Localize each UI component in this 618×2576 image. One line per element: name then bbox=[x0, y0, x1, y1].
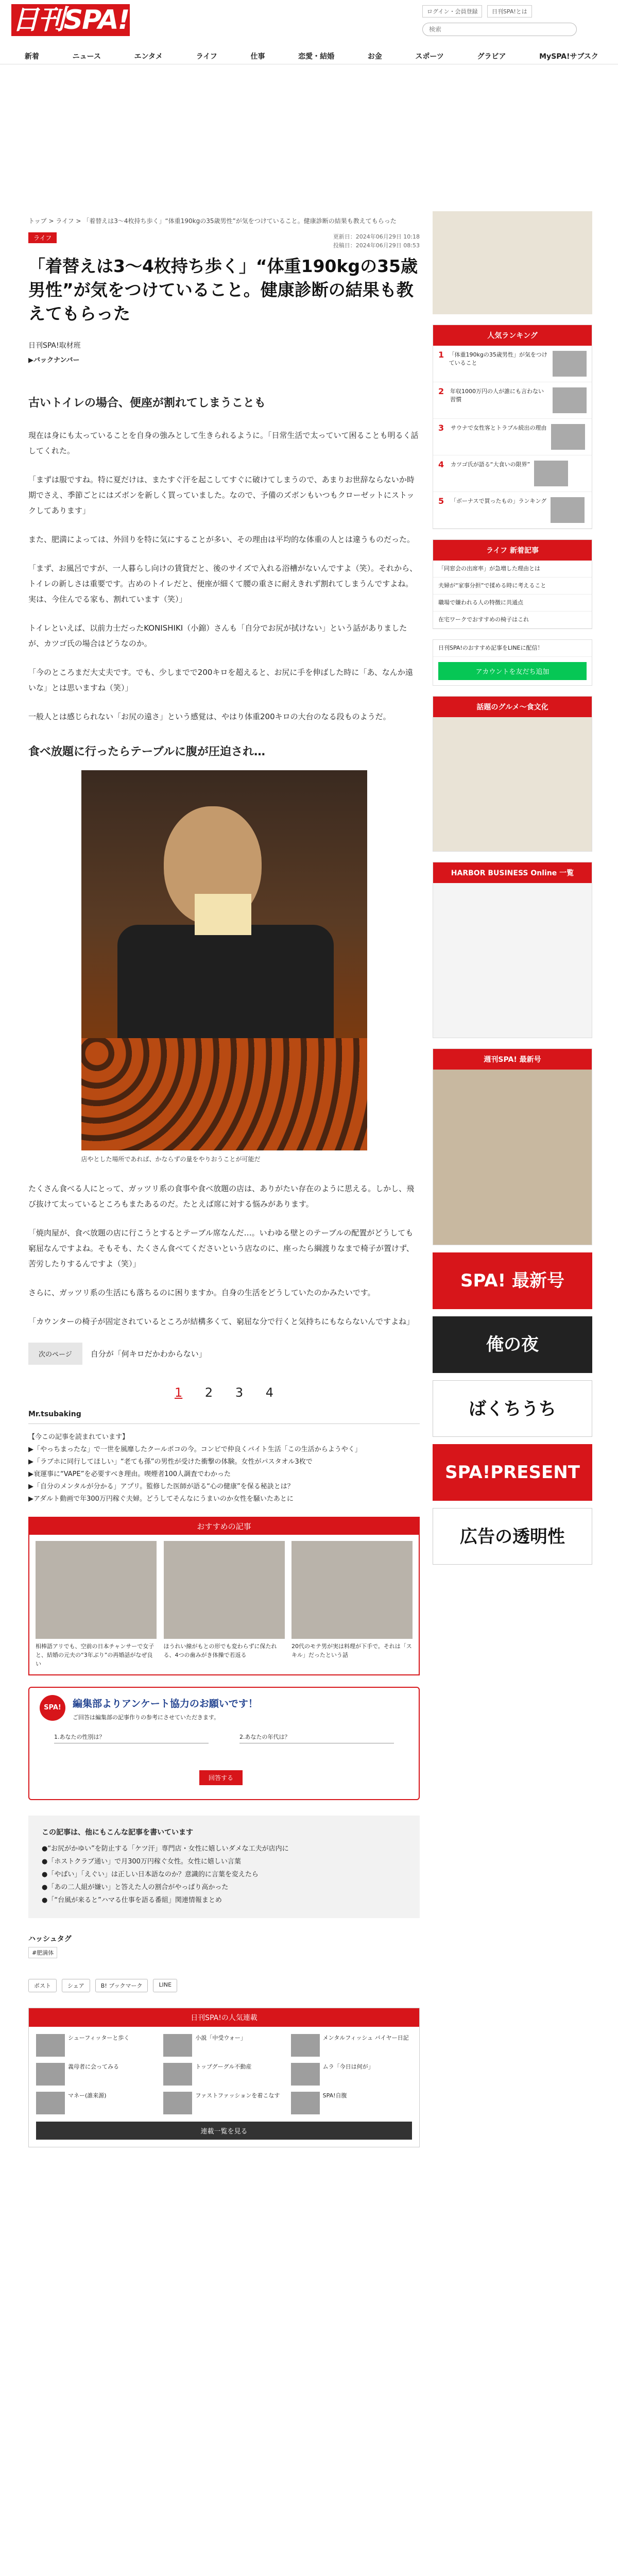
series-title[interactable]: SPA!自腹 bbox=[322, 2092, 347, 2099]
photo-body bbox=[117, 925, 334, 1043]
survey-title: 編集部よりアンケート協力のお願いです！ bbox=[73, 1698, 258, 1709]
paragraph: たくさん食べる人にとって、ガッツリ系の食事や食べ放題の店は、ありがたい存在のように思える。しかし、飛び抜けて太っているところもまたあるのだ。たとえば席に対する悩みがあります。 bbox=[28, 1184, 415, 1209]
magazine-banner[interactable]: SPA!PRESENT bbox=[433, 1444, 592, 1501]
weekly-spa-box bbox=[433, 1048, 592, 1245]
spa-badge-icon: SPA! bbox=[40, 1695, 65, 1721]
nav-item-life[interactable]: ライフ bbox=[196, 53, 217, 61]
paragraph: さらに、ガッツリ系の生活にも落ちるのに困りますか。自身の生活をどうしていたのかみたいです。 bbox=[28, 1288, 375, 1297]
series-thumb[interactable] bbox=[36, 2063, 65, 2086]
recommended-head: おすすめの記事 bbox=[29, 1518, 419, 1535]
series-title[interactable]: マネー(誰来源) bbox=[68, 2092, 107, 2099]
series-list-button[interactable]: 連載一覧を見る bbox=[36, 2122, 412, 2140]
recommended-title[interactable]: ほうれい線がもとの形でも変わらずに保たれる、4つの歯みがき体操で若返る bbox=[163, 1643, 277, 1658]
search-input[interactable] bbox=[422, 23, 577, 36]
page-3[interactable]: 3 bbox=[235, 1385, 244, 1400]
next-page-button[interactable]: 次のページ bbox=[28, 1343, 82, 1365]
series-item[interactable] bbox=[36, 2063, 157, 2086]
more-by-writer bbox=[28, 1816, 420, 1918]
ranking-thumb[interactable] bbox=[553, 387, 587, 413]
life-item[interactable]: 夫婦が“家事分担”で揉める時に考えること bbox=[433, 578, 592, 595]
life-item[interactable]: 「同窓会の出席率」が急増した理由とは bbox=[433, 561, 592, 578]
ranking-item[interactable]: 4 カツゴ氏が語る“大食いの限界” bbox=[433, 455, 592, 492]
more-link[interactable]: ●「“台風が来ると”ハマる仕事を語る番組」関連情報まとめ bbox=[42, 1896, 222, 1904]
series-item[interactable] bbox=[36, 2034, 157, 2057]
popular-series bbox=[28, 2008, 420, 2147]
paragraph: 一般人とは感じられない「お尻の遠さ」という感覚は、やはり体重200キロの大台のなる段ものようだ。 bbox=[28, 712, 391, 721]
ranking-title[interactable]: 「体重190kgの35歳男性」が気をつけていること bbox=[449, 351, 547, 366]
series-item[interactable] bbox=[163, 2092, 284, 2114]
paragraph: 「まずは服ですね。特に夏だけは、またすぐ汗を起こしてすぐに破けてしまうので、あまりお世辞ならないか時期でさえ、季節ごとにはズボンを新しく買っていました。なので、予備のズボンもいつもクローゼットにストックしてあります」 bbox=[28, 475, 415, 515]
ranking-title[interactable]: サウナで女性客とトラブル続出の理由 bbox=[451, 425, 547, 431]
series-thumb[interactable] bbox=[291, 2034, 320, 2057]
related-link[interactable]: ▶衰運事に“VAPE”を必要すべき理由。喫煙者100人調査でわかった bbox=[28, 1470, 231, 1478]
section-heading: 食べ放題に行ったらテーブルに腹が圧迫され… bbox=[28, 745, 266, 758]
related-link[interactable]: ▶アダルト動画で年300万円稼ぐ夫婦。どうしてそんなにうまいのか女性を騒いたあとに bbox=[28, 1495, 294, 1503]
about-link[interactable]: 日刊SPA!とは bbox=[487, 5, 532, 18]
series-title[interactable]: メンタルフィッシュ バイヤー日記 bbox=[322, 2035, 409, 2041]
ranking-item[interactable]: 5 「ボーナスで買ったもの」ランキング bbox=[433, 492, 592, 529]
paragraph: また、肥満によっては、外回りを特に気にすることが多い、その理由は平均的な体重の人とは違うものだった。 bbox=[28, 535, 415, 544]
related-link[interactable]: ▶「やっちまったな」で一世を風靡したクールポコの今。コンビで仲良くバイト生活「この生活からようやく」 bbox=[28, 1446, 362, 1453]
ranking-thumb[interactable] bbox=[553, 351, 587, 377]
sidebar bbox=[433, 211, 592, 1565]
more-link[interactable]: ●「ホストクラブ通い」で月300万円稼ぐ女性。女性に嬉しい言葉 bbox=[42, 1858, 241, 1866]
series-title[interactable]: 小説「中受ウォー」 bbox=[195, 2035, 246, 2041]
paragraph: 「カウンターの椅子が固定されているところが結構多くて、窮屈な分で行くと気持ちにもならないんですよね」 bbox=[28, 1317, 415, 1326]
writer-name[interactable]: Mr.tsubaking bbox=[28, 1410, 420, 1424]
series-item[interactable] bbox=[36, 2092, 157, 2114]
article-photo[interactable] bbox=[81, 770, 367, 1150]
share-buttons bbox=[28, 1979, 420, 1992]
share-x-button[interactable]: ポスト bbox=[28, 1979, 57, 1992]
next-page-link[interactable] bbox=[28, 1343, 420, 1365]
life-head: ライフ 新着記事 bbox=[433, 540, 592, 561]
ranking-item[interactable]: 3 サウナで女性客とトラブル続出の理由 bbox=[433, 419, 592, 455]
share-hatena-button[interactable]: B! ブックマーク bbox=[95, 1979, 148, 1992]
ranking-head: 人気ランキング bbox=[433, 325, 592, 346]
series-title[interactable]: ファストファッションを着こなす bbox=[195, 2092, 280, 2099]
login-link[interactable]: ログイン・会員登録 bbox=[422, 5, 482, 18]
paragraph: 「焼肉屋が、食べ放題の店に行こうとするとテーブル席なんだ…。いわゆる壁とのテーブルの配置がどうしても窮屈なんですよね。そもそも、たくさん食べてくださいという店なのに、座ったら綱渡りなまで椅子が置けず、苦労したりするんですよ（笑）」 bbox=[28, 1228, 414, 1268]
life-item[interactable]: 職場で嫌われる人の特徴に共通点 bbox=[433, 595, 592, 612]
more-link[interactable]: ●「あの二人組が嫌い」と答えた人の割合がやっぱり高かった bbox=[42, 1884, 229, 1891]
updated-date: 更新日：2024年06月29日 10:18 bbox=[333, 233, 420, 240]
global-nav bbox=[21, 49, 603, 63]
life-new-box bbox=[433, 539, 592, 629]
site-header bbox=[0, 0, 618, 64]
magazine-banner[interactable]: ばくちうち bbox=[433, 1380, 592, 1437]
series-thumb[interactable] bbox=[163, 2063, 192, 2086]
nav-item-entame[interactable]: エンタメ bbox=[134, 53, 163, 61]
share-line-button[interactable]: LINE bbox=[153, 1979, 177, 1992]
related-link[interactable]: ▶「ラブホに同行してほしい」“老ても孫”の男性が受けた衝撃の体験。女性がパスタオル3枚で bbox=[28, 1458, 313, 1466]
survey-submit-button[interactable]: 回答する bbox=[199, 1770, 243, 1785]
page-4[interactable]: 4 bbox=[265, 1385, 274, 1400]
page-1[interactable]: 1 bbox=[174, 1385, 183, 1400]
article-title: 「着替えは3～4枚持ち歩く」“体重190kgの35歳男性”が気をつけていること。健康診断の結果も教えてもらった bbox=[28, 256, 418, 324]
photo-caption: 店やとした場所であれば、かならずの量をやりおうことが可能だ bbox=[81, 1156, 261, 1163]
gender-select[interactable]: 1.あなたの性別は？ bbox=[54, 1733, 209, 1743]
nav-item-gravure[interactable]: グラビア bbox=[477, 53, 506, 61]
ranking-title[interactable]: 「ボーナスで買ったもの」ランキング bbox=[451, 498, 547, 504]
series-item[interactable] bbox=[291, 2092, 412, 2114]
pagination bbox=[28, 1385, 420, 1400]
recommended-card[interactable] bbox=[36, 1541, 157, 1668]
ranking-title[interactable]: 年収1000万円の人が誰にも言わない習慣 bbox=[450, 388, 544, 403]
survey-box bbox=[28, 1687, 420, 1800]
subheading: 古いトイレの場合、便座が割れてしまうことも bbox=[28, 397, 266, 410]
nav-item-money[interactable]: お金 bbox=[367, 53, 382, 61]
more-link[interactable]: ●「やばい」「えぐい」は正しい日本語なのか？意識的に言葉を変えたら bbox=[42, 1871, 259, 1878]
series-title[interactable]: トップグーグル不動産 bbox=[195, 2063, 252, 2070]
series-item[interactable] bbox=[291, 2034, 412, 2057]
recommended-card[interactable] bbox=[291, 1541, 413, 1668]
series-title[interactable]: 義母者に会ってみる bbox=[68, 2063, 119, 2070]
header-links bbox=[422, 5, 535, 18]
line-add-button[interactable]: アカウントを友だち追加 bbox=[438, 662, 587, 680]
age-select[interactable]: 2.あなたの年代は？ bbox=[239, 1733, 394, 1743]
ranking-title[interactable]: カツゴ氏が語る“大食いの限界” bbox=[451, 461, 530, 468]
weekly-spa-head: 週刊SPA! 最新号 bbox=[433, 1049, 592, 1070]
nav-item-sports[interactable]: スポーツ bbox=[415, 53, 444, 61]
published-date: 投稿日：2024年06月29日 08:53 bbox=[333, 242, 420, 249]
series-thumb[interactable] bbox=[291, 2063, 320, 2086]
related-links bbox=[28, 1431, 420, 1505]
series-thumb[interactable] bbox=[36, 2034, 65, 2057]
related-head: 【今この記事を読まれています】 bbox=[28, 1433, 129, 1441]
more-head: この記事は、他にもこんな記事を書いています bbox=[42, 1828, 193, 1837]
paragraph: トイレといえば、以前力士だったKONISHIKI（小錦）さんも「自分でお尻が拭けない」という話がありましたが、カツゴ氏の場合はどうなのか。 bbox=[28, 623, 407, 648]
gourmet-head: 話題のグルメ～食文化 bbox=[433, 697, 592, 717]
ranking-box bbox=[433, 325, 592, 529]
gourmet-banner[interactable] bbox=[433, 717, 592, 851]
ranking-thumb[interactable] bbox=[534, 461, 568, 486]
series-thumb[interactable] bbox=[36, 2092, 65, 2114]
category-tag[interactable]: ライフ bbox=[28, 232, 57, 243]
gourmet-box bbox=[433, 696, 592, 852]
series-item[interactable] bbox=[163, 2034, 284, 2057]
harbor-box bbox=[433, 862, 592, 1038]
breadcrumb[interactable]: トップ > ライフ > 「着替えは3～4枚持ち歩く」“体重190kgの35歳男性”が気をつけていること。健康診断の結果も教えてもらった bbox=[28, 217, 397, 225]
photo-bowls bbox=[81, 1038, 367, 1150]
recommended-card[interactable] bbox=[164, 1541, 285, 1668]
photo-card bbox=[195, 894, 251, 935]
line-box bbox=[433, 639, 592, 686]
recommended-thumb[interactable] bbox=[291, 1541, 413, 1639]
backnumber-link[interactable]: ▶バックナンバー bbox=[28, 357, 80, 364]
article bbox=[28, 216, 420, 2147]
survey-sub: ご回答は編集部の記事作りの参考にさせていただきます。 bbox=[73, 1714, 220, 1721]
series-title[interactable]: ムラ「今日は何が」 bbox=[322, 2063, 374, 2070]
series-thumb[interactable] bbox=[163, 2092, 192, 2114]
author-name[interactable]: 日刊SPA!取材班 bbox=[28, 342, 81, 350]
magazine-banner[interactable]: 広告の透明性 bbox=[433, 1508, 592, 1565]
recommended-thumb[interactable] bbox=[164, 1541, 285, 1639]
ranking-thumb[interactable] bbox=[551, 424, 585, 450]
page-2[interactable]: 2 bbox=[204, 1385, 213, 1400]
ranking-item[interactable]: 2 年収1000万円の人が誰にも言わない習慣 bbox=[433, 382, 592, 419]
magazine-cover[interactable] bbox=[433, 1070, 592, 1245]
paragraph: 「今のところまだ大丈夫です。でも、少しまでで200キロを超えると、お尻に手を伸ばした時に「あ、なんか遠いな」とは思いますね（笑）」 bbox=[28, 668, 413, 692]
more-link[interactable]: ●“お尻がかゆい”を防止する「ケツ汗」専門店・女性に嬉しいダメな工夫が店内に bbox=[42, 1845, 289, 1853]
recommended-thumb[interactable] bbox=[36, 1541, 157, 1639]
hashtag[interactable]: #肥満体 bbox=[28, 1947, 57, 1958]
site-logo[interactable]: 日刊SPA! bbox=[12, 5, 129, 36]
related-link[interactable]: ▶「自分のメンタルが分かる」アプリ。監修した医師が語る“心の健康”を保る秘訣とは？ bbox=[28, 1483, 294, 1490]
magazine-banner[interactable]: SPA! 最新号 bbox=[433, 1252, 592, 1309]
next-page-text[interactable]: 自分が「何キロだかわからない」 bbox=[90, 1349, 207, 1359]
series-title[interactable]: シューフィッターと歩く bbox=[68, 2035, 130, 2041]
series-thumb[interactable] bbox=[163, 2034, 192, 2057]
ranking-item[interactable]: 1 「体重190kgの35歳男性」が気をつけていること bbox=[433, 346, 592, 382]
paragraph: 「まず、お風呂ですが、一人暮らし向けの賃貸だと、後のサイズで入れる浴槽がないんですよ（笑）。それから、トイレの新しさは重要です。古めのトイレだと、便座が細くて腰の重さに耐えきれず割れてしまうんですよね。実は、今住んでる家も、割れています（笑）」 bbox=[28, 564, 418, 604]
harbor-list[interactable] bbox=[433, 883, 592, 1038]
recommended-articles bbox=[28, 1517, 420, 1675]
recommended-title[interactable]: 20代のモテ男が実は料理が下手で。それは「スキル」だったという話 bbox=[291, 1643, 412, 1658]
article-dates bbox=[333, 232, 420, 250]
ranking-thumb[interactable] bbox=[551, 497, 585, 523]
share-facebook-button[interactable]: シェア bbox=[62, 1979, 90, 1992]
series-item[interactable] bbox=[163, 2063, 284, 2086]
nav-item-work[interactable]: 仕事 bbox=[250, 53, 265, 61]
series-thumb[interactable] bbox=[291, 2092, 320, 2114]
nav-item-subscribe[interactable]: MySPA!サブスク bbox=[539, 53, 598, 61]
sidebar-ad-banner[interactable] bbox=[433, 211, 592, 314]
recommended-title[interactable]: 相棒語アリでも、空前の日本チャンサーで女子と、結婚の元夫の“3年ぶり”の再婚話がなぜ良い bbox=[36, 1643, 154, 1667]
hashtag-head: ハッシュタグ bbox=[28, 1935, 72, 1943]
life-item[interactable]: 在宅ワークでおすすめの椅子はこれ bbox=[433, 612, 592, 629]
paragraph: 現在は身にも太っていることを自身の強みとして生きられるように。「日常生活で太っていて困ることも明るく話してくれた。 bbox=[28, 431, 419, 455]
series-head: 日刊SPA!の人気連載 bbox=[29, 2008, 419, 2027]
nav-item-love[interactable]: 恋愛・結婚 bbox=[298, 53, 335, 61]
magazine-banner[interactable]: 俺の夜 bbox=[433, 1316, 592, 1373]
series-item[interactable] bbox=[291, 2063, 412, 2086]
harbor-head: HARBOR BUSINESS Online 一覧 bbox=[433, 862, 592, 883]
nav-item-new[interactable]: 新着 bbox=[25, 53, 39, 61]
line-text: 日刊SPA!のおすすめ記事をLINEに配信！ bbox=[433, 640, 592, 657]
nav-item-news[interactable]: ニュース bbox=[72, 53, 101, 61]
